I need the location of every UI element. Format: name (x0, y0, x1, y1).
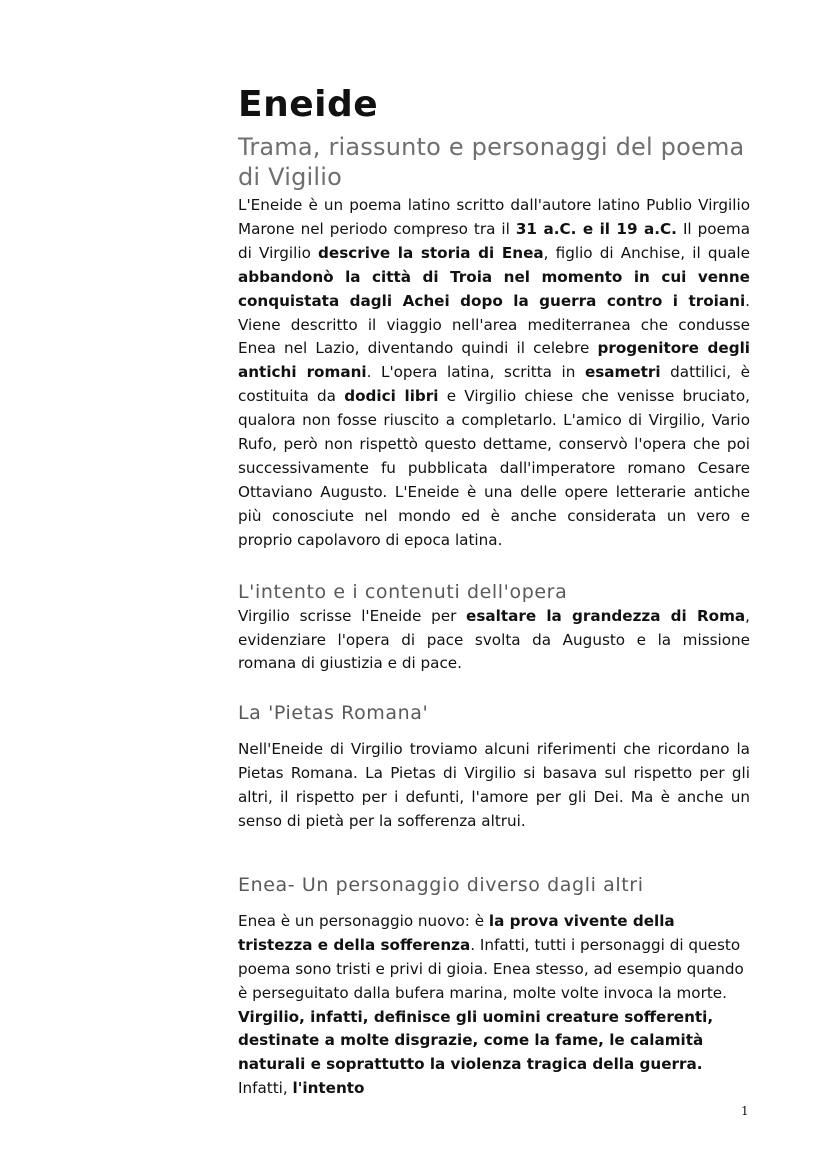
intro-text-3: , figlio di Anchise, il quale (543, 243, 750, 262)
document-subtitle: Trama, riassunto e personaggi del poema di Vigilio (238, 133, 745, 191)
enea-text-1: Enea è un personaggio nuovo: è (238, 911, 489, 930)
document-title: Eneide (238, 84, 379, 125)
intro-bold-6: dodici libri (344, 387, 439, 406)
enea-bold-2: Virgilio, infatti, definisce gli uomini creature sofferenti, destinate a molte disgrazie, come la fame, le calamità naturali e soprattutto la violenza tragica della guerra. (238, 1007, 714, 1074)
section-paragraph-enea (238, 910, 750, 1101)
enea-bold-1: la prova vivente della tristezza e della sofferenza (238, 911, 675, 954)
enea-text-3: Infatti, (238, 1079, 293, 1098)
section-paragraph-intento (238, 605, 750, 677)
section-heading-intento: L'intento e i contenuti dell'opera (238, 580, 568, 603)
document-page (238, 82, 750, 1101)
intento-text-1: Virgilio scrisse l'Eneide per (238, 606, 467, 625)
intro-text-2: Il poema di Virgilio (238, 219, 751, 262)
section-heading-enea: Enea- Un personaggio diverso dagli altri (238, 873, 644, 896)
enea-bold-3: l'intento (292, 1079, 365, 1098)
section-heading-pietas: La 'Pietas Romana' (238, 702, 429, 725)
intro-text-6: dattilici, è costituita da (238, 363, 750, 406)
page-number: 1 (741, 1104, 749, 1118)
intro-bold-3: abbandonò la città di Troia nel momento in cui venne conquistata dagli Achei dopo la guerra contro i troiani (238, 267, 750, 310)
enea-text-2: . Infatti, tutti i personaggi di questo poema sono tristi e privi di gioia. Enea stesso, ad esempio quando è perseguitato dalla bufera marina, molte volte invoca la morte. (238, 935, 744, 1002)
intento-text-2: , evidenziare l'opera di pace svolta da Augusto e la missione romana di giustizia e di pace. (238, 606, 750, 673)
intro-text-4: . Viene descritto il viaggio nell'area mediterranea che condusse Enea nel Lazio, diventando quindi il celebre (238, 291, 750, 358)
intro-bold-1: 31 a.C. e il 19 a.C. (515, 219, 677, 238)
section-paragraph-pietas: Nell'Eneide di Virgilio troviamo alcuni riferimenti che ricordano la Pietas Romana. La Pietas di Virgilio si basava sul rispetto per gli altri, il rispetto per i defunti, l'amore per gli Dei. Ma è anche un senso di pietà per la sofferenza altrui. (238, 740, 750, 831)
intro-bold-4: progenitore degli antichi romani (238, 339, 750, 382)
intro-bold-5: esametri (584, 363, 661, 382)
intro-text-7: e Virgilio chiese che venisse bruciato, qualora non fosse riuscito a completarlo. L'amico di Virgilio, Vario Rufo, però non rispettò questo dettame, conservò l'opera che poi successivamente fu pubblicata dall'imperatore romano Cesare Ottaviano Augusto. L'Eneide è una delle opere letterarie antiche più conosciute nel mondo ed è anche considerata un vero e proprio capolavoro di epoca latina. (238, 387, 750, 549)
intro-bold-2: descrive la storia di Enea (318, 243, 544, 262)
intro-paragraph (238, 194, 750, 553)
intento-bold-1: esaltare la grandezza di Roma (466, 606, 746, 625)
intro-text-5: . L'opera latina, scritta in (366, 363, 585, 382)
intro-text-1: L'Eneide è un poema latino scritto dall'autore latino Publio Virgilio Marone nel periodo compreso tra il (238, 196, 750, 238)
